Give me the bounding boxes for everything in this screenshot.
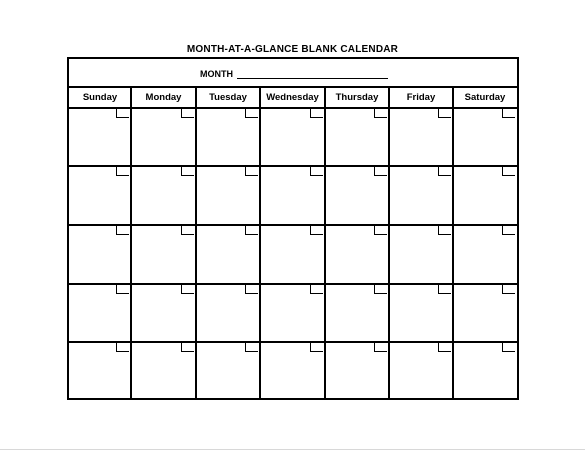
day-cell[interactable] <box>325 284 389 342</box>
date-box <box>116 109 129 118</box>
day-cell[interactable] <box>389 225 453 284</box>
day-cell[interactable] <box>196 108 260 166</box>
day-cell[interactable] <box>453 166 517 225</box>
date-box <box>310 343 323 352</box>
month-label: MONTH <box>200 69 233 79</box>
day-cell[interactable] <box>325 108 389 166</box>
day-cell[interactable] <box>453 108 517 166</box>
day-cell[interactable] <box>389 108 453 166</box>
day-cell[interactable] <box>325 166 389 225</box>
month-field[interactable] <box>237 78 388 79</box>
date-box <box>310 226 323 235</box>
date-box <box>310 167 323 176</box>
date-box <box>502 285 515 294</box>
day-cell[interactable] <box>196 166 260 225</box>
day-cell[interactable] <box>260 108 325 166</box>
calendar-title: MONTH-AT-A-GLANCE BLANK CALENDAR <box>186 44 399 55</box>
date-box <box>438 343 451 352</box>
date-box <box>502 167 515 176</box>
date-box <box>502 109 515 118</box>
day-cell[interactable] <box>325 342 389 398</box>
day-cell[interactable] <box>131 284 196 342</box>
day-cell[interactable] <box>453 225 517 284</box>
date-box <box>310 285 323 294</box>
date-box <box>374 343 387 352</box>
day-cell[interactable] <box>196 284 260 342</box>
day-cell[interactable] <box>260 342 325 398</box>
date-box <box>310 109 323 118</box>
date-box <box>181 226 194 235</box>
day-header-saturday: Saturday <box>464 92 506 103</box>
date-box <box>502 343 515 352</box>
day-cell[interactable] <box>131 342 196 398</box>
date-box <box>374 226 387 235</box>
day-cell[interactable] <box>69 108 131 166</box>
date-box <box>181 285 194 294</box>
day-cell[interactable] <box>389 284 453 342</box>
day-header-friday: Friday <box>406 92 436 103</box>
date-box <box>181 167 194 176</box>
day-cell[interactable] <box>69 284 131 342</box>
date-box <box>502 226 515 235</box>
day-cell[interactable] <box>69 166 131 225</box>
day-cell[interactable] <box>69 225 131 284</box>
date-box <box>245 226 258 235</box>
day-cell[interactable] <box>196 225 260 284</box>
date-box <box>374 109 387 118</box>
date-box <box>245 343 258 352</box>
date-box <box>438 226 451 235</box>
date-box <box>245 167 258 176</box>
day-cell[interactable] <box>69 342 131 398</box>
date-box <box>181 343 194 352</box>
day-header-sunday: Sunday <box>82 92 118 103</box>
day-cell[interactable] <box>260 284 325 342</box>
date-box <box>116 343 129 352</box>
day-cell[interactable] <box>453 284 517 342</box>
date-box <box>116 226 129 235</box>
day-header-wednesday: Wednesday <box>266 92 319 103</box>
date-box <box>116 167 129 176</box>
day-cell[interactable] <box>260 225 325 284</box>
day-cell[interactable] <box>131 225 196 284</box>
date-box <box>438 285 451 294</box>
day-header-thursday: Thursday <box>335 92 379 103</box>
calendar-frame <box>67 57 519 400</box>
date-box <box>116 285 129 294</box>
date-box <box>374 285 387 294</box>
day-cell[interactable] <box>389 342 453 398</box>
day-cell[interactable] <box>131 166 196 225</box>
date-box <box>181 109 194 118</box>
day-cell[interactable] <box>131 108 196 166</box>
day-header-tuesday: Tuesday <box>209 92 247 103</box>
date-box <box>245 109 258 118</box>
day-header-monday: Monday <box>145 92 182 103</box>
date-box <box>245 285 258 294</box>
day-cell[interactable] <box>453 342 517 398</box>
day-cell[interactable] <box>196 342 260 398</box>
day-cell[interactable] <box>389 166 453 225</box>
day-cell[interactable] <box>325 225 389 284</box>
date-box <box>438 167 451 176</box>
date-box <box>374 167 387 176</box>
day-cell[interactable] <box>260 166 325 225</box>
month-row <box>69 59 517 88</box>
date-box <box>438 109 451 118</box>
